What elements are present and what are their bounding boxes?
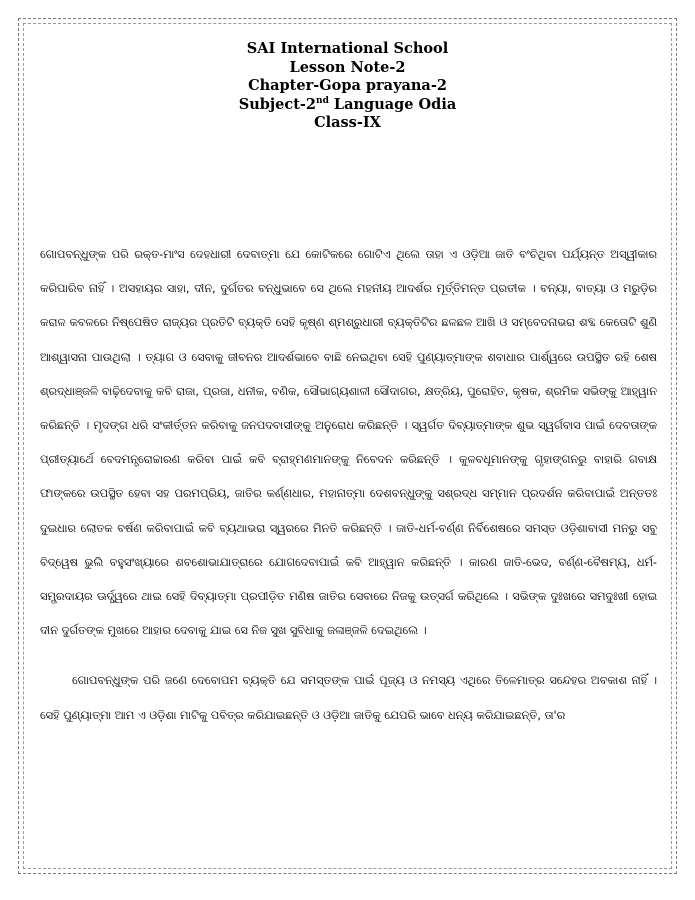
lesson-body [40, 238, 657, 733]
paragraph-2: ଗୋପବନ୍ଧୁଙ୍କ ପରି ଜଣେ ଦେବୋପମ ବ୍ୟକ୍ତି ଯେ ସମସ୍ତଙ୍କ ପାଇଁ ପୂଜ୍ୟ ଓ ନମସ୍ୟ ଏଥିରେ ତିଳେମାତ୍ର ସନ୍ଦେହର ଅବକାଶ ନାହିଁ । ସେହି ପୁଣ୍ୟାତ୍ମା ଆମ ଏ ଓଡ଼ିଶା ମାଟିକୁ ପବିତ୍ର କରିଯାଇଛନ୍ତି ଓ ଓଡ଼ିଆ ଜାତିକୁ ଯେପରି ଭାବେ ଧନ୍ୟ କରିଯାଇଛନ୍ତି, ତା'ର [40, 674, 657, 722]
subject-ordinal: nd [316, 95, 329, 106]
chapter-title: Chapter-Gopa prayana-2 [248, 77, 447, 94]
document-header [0, 40, 695, 133]
subject-line [0, 96, 695, 115]
paragraph-1: ଗୋପବନ୍ଧୁଙ୍କ ପରି ରକ୍ତ-ମାଂସ ଦେହଧାରୀ ଦେବାତ୍ମା ଯେ କୋଟିକରେ ଗୋଟିଏ ଥିଲେ ତାହା ଏ ଓଡ଼ିଆ ଜାତି ବଂଚିଥିବା ପର୍ଯ୍ୟନ୍ତ ଅସ୍ୱୀକାର କରିପାରିବ ନାହିଁ । ଅସହାୟର ସାହା, ଦୀନ, ଦୁର୍ଗତର ବନ୍ଧୁଭାବେ ସେ ଥିଲେ ମହନୀୟ ଆଦର୍ଶର ମୂର୍ତ୍ତିମନ୍ତ ପ୍ରତୀକ । ବନ୍ୟା, ବାତ୍ୟା ଓ ମରୁଡ଼ିର କରାଳ କବଳରେ ନିଷ୍ପେଷିତ ରାଜ୍ୟର ପ୍ରତିଟି ବ୍ୟକ୍ତି ସେହି କୃଷ୍ଣ ଶ୍ମଶ୍ରୁଧାରୀ ବ୍ୟକ୍ତିଟିର ଛଳଛଳ ଆଖି ଓ ସମ୍ବେଦନାଭରା ଶବ୍ଦ କେତୋଟି ଶୁଣି ଆଶ୍ୱାସନା ପାଉଥିଲା । ତ୍ୟାଗ ଓ ସେବାକୁ ଜୀବନର ଆଦର୍ଶଭାବେ ବାଛି ନେଇଥିବା ସେହି ପୁଣ୍ୟାତ୍ମାଙ୍କ ଶବାଧାର ପାର୍ଶ୍ୱରେ ଉପସ୍ଥିତ ରହି ଶେଷ ଶ୍ରଦ୍ଧାଞ୍ଜଳି ବାଢ଼ିଦେବାକୁ କବି ରାଜା, ପ୍ରଜା, ଧନୀକ, ବଣିକ, ସୌଭାଗ୍ୟଶାଳୀ ସୌଦାଗର, କ୍ଷତ୍ରିୟ, ପୁରୋହିତ, କୃଷକ, ଶ୍ରମିକ ସଭିଙ୍କୁ ଆହ୍ୱାନ କରିଛନ୍ତି । ମୃଦଙ୍ଗ ଧରି ସଂକୀର୍ତ୍ତନ କରିବାକୁ ଜନପଦବାସୀଙ୍କୁ ଅନୁରୋଧ କରିଛନ୍ତି । ସ୍ୱର୍ଗତ ଦିବ୍ୟାତ୍ମାଙ୍କ ଶୁଭ ସ୍ୱର୍ଗବାସ ପାଇଁ ଦେବତାଙ୍କ ପ୍ରୀତ୍ୟାର୍ଥେ ବେଦମନ୍ତ୍ରୋଚ୍ଚାରଣ କରିବା ପାଇଁ କବି ବ୍ରାହ୍ମଣମାନଙ୍କୁ ନିବେଦନ କରିଛନ୍ତି । କୁଳବଧୂମାନଙ୍କୁ ଗୃହାଙ୍ଗନରୁ ବାହାରି ଗବାକ୍ଷ ଫାଙ୍କରେ ଉପସ୍ଥିତ ହେବା ସହ ପରମପ୍ରିୟ, ଜାତିର କର୍ଣ୍ଣଧାର, ମହାନାତ୍ମା ଦେଶବନ୍ଧୁଙ୍କୁ ସଶ୍ରଦ୍ଧ ସମ୍ମାନ ପ୍ରଦର୍ଶନ କରିବାପାଇଁ ଅନ୍ତତଃ ଦୁଇଧାର ଲୋତକ ବର୍ଷଣ କରିବାପାଇଁ କବି ବ୍ୟଥାଭରା ସ୍ୱରରେ ମିନତି କରିଛନ୍ତି । ଜାତି-ଧର୍ମ-ବର୍ଣ୍ଣ ନିର୍ବିଶେଷରେ ସମସ୍ତ ଓଡ଼ିଶାବାସୀ ମନରୁ ସବୁ ବିଦ୍ୱେଷ ଭୁଲି ବହୁସଂଖ୍ୟାରେ ଶବଶୋଭାଯାତ୍ରାରେ ଯୋଗଦେବାପାଇଁ କବି ଆହ୍ୱାନ କରିଛନ୍ତି । କାରଣ ଜାତି-ଭେଦ, ବର୍ଣ୍ଣ-ବୈଷମ୍ୟ, ଧର୍ମ-ସମ୍ପ୍ରଦାୟର ଊର୍ଦ୍ଧ୍ୱରେ ଥାଇ ସେହି ଦିବ୍ୟାତ୍ମା ପ୍ରପୀଡ଼ିତ ମଣିଷ ଜାତିର ସେବାରେ ନିଜକୁ ଉତ୍ସର୍ଗ କରିଥିଲେ । ସଭିଙ୍କ ଦୁଃଖରେ ସମଦୁଃଖୀ ହୋଇ ଦୀନ ଦୁର୍ଗତଙ୍କ ମୁଖରେ ଆହାର ଦେବାକୁ ଯାଇ ସେ ନିଜ ସୁଖ ସୁବିଧାକୁ ଜଳାଞ୍ଜଳି ଦେଇଥିଲେ । [40, 248, 657, 638]
subject-prefix: Subject-2 [238, 95, 317, 113]
class-title: Class-IX [314, 114, 381, 131]
subject-suffix: Language Odia [328, 95, 457, 113]
lesson-title: Lesson Note-2 [289, 58, 406, 76]
school-name: SAI International School [246, 40, 449, 57]
